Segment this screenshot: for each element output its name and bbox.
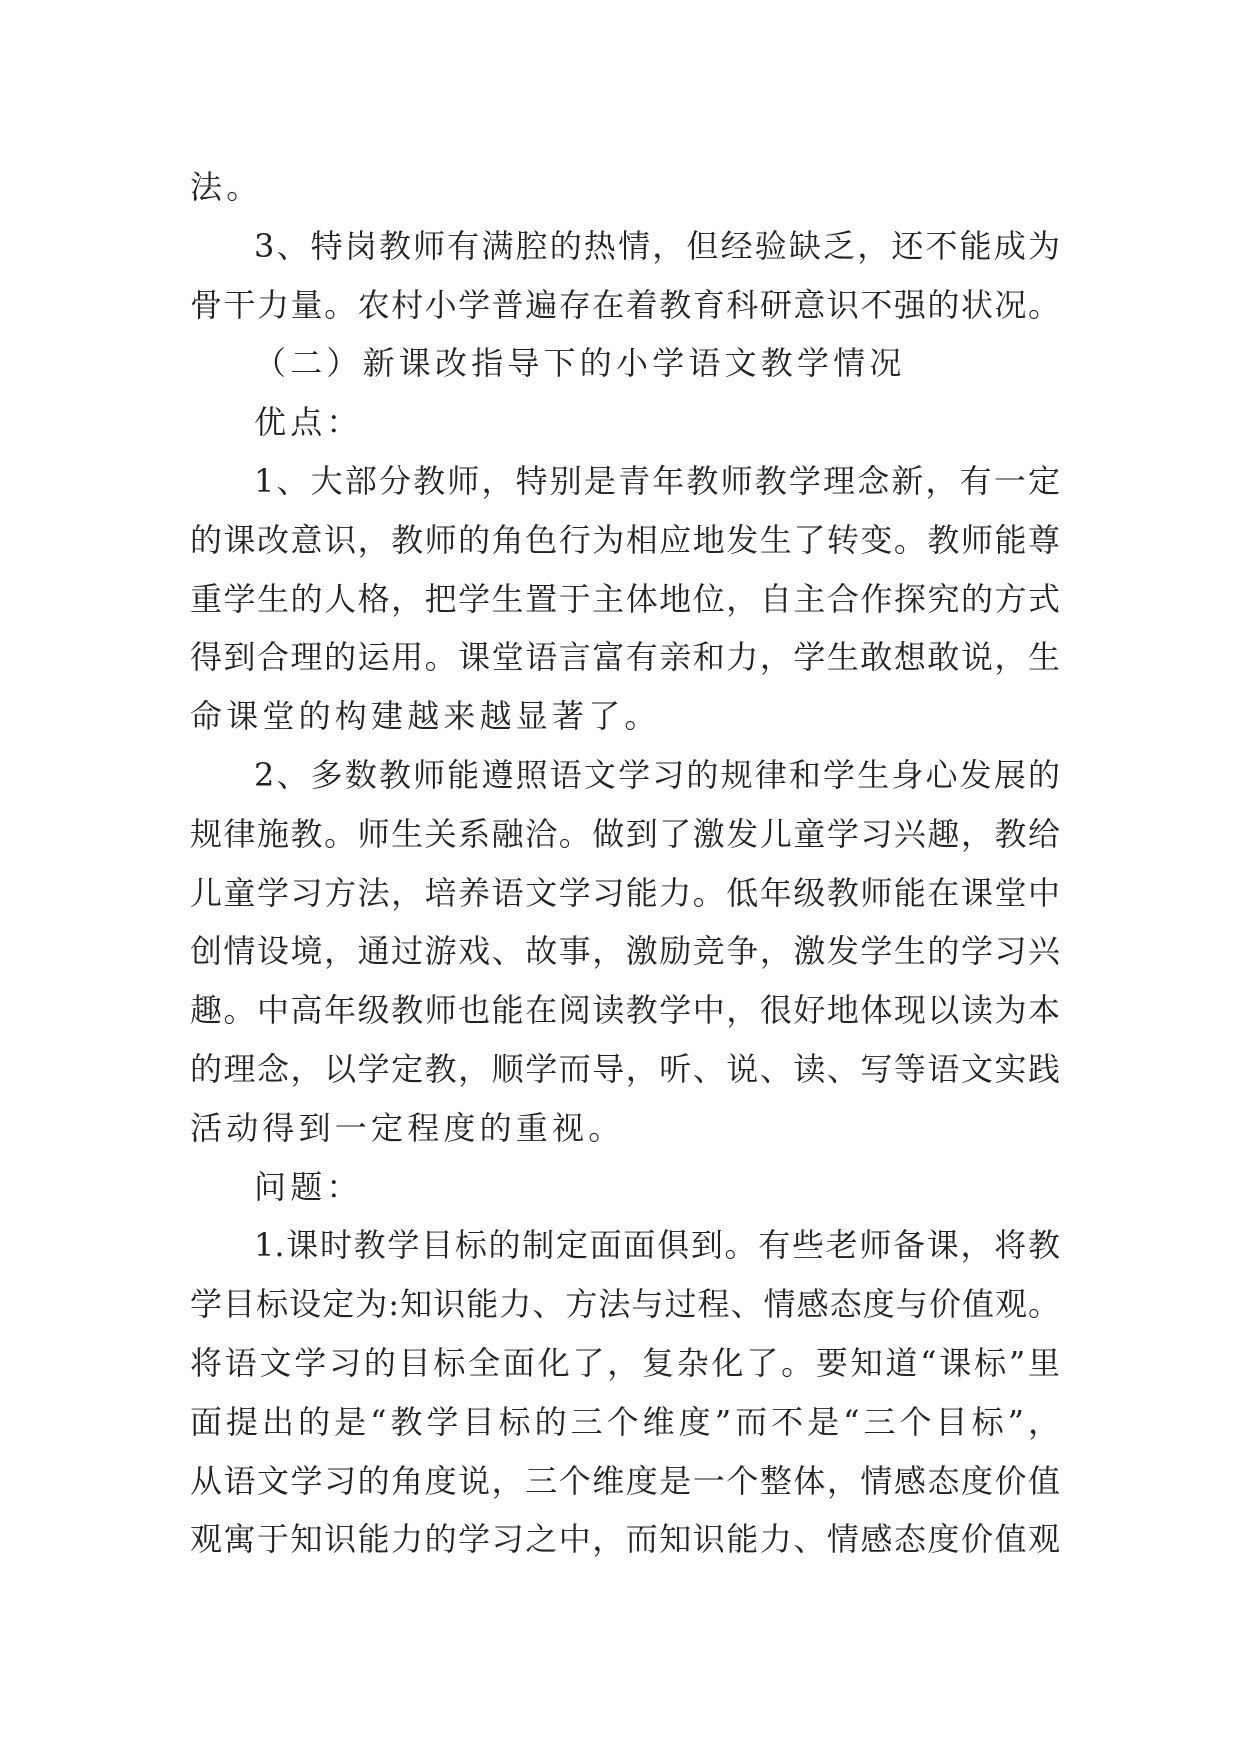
text-line: 趣。中高年级教师也能在阅读教学中，很好地体现以读为本 — [190, 991, 1060, 1030]
text-line: 的理念，以学定教，顺学而导，听、说、读、写等语文实践 — [190, 1049, 1060, 1088]
text-line: 优点： — [254, 403, 363, 442]
text-line: 1.课时教学目标的制定面面俱到。有些老师备课，将教 — [254, 1226, 1060, 1265]
text-line: 活动得到一定程度的重视。 — [190, 1108, 625, 1147]
text-line: 观寓于知识能力的学习之中，而知识能力、情感态度价值观 — [190, 1520, 1060, 1559]
text-line: 创情设境，通过游戏、故事，激励竞争，激发学生的学习兴 — [190, 932, 1060, 971]
text-line: 儿童学习方法，培养语文学习能力。低年级教师能在课堂中 — [190, 873, 1060, 912]
text-line: 的课改意识，教师的角色行为相应地发生了转变。教师能尊 — [190, 520, 1060, 559]
text-line: 面提出的是“教学目标的三个维度”而不是“三个目标”， — [190, 1402, 1060, 1441]
text-line: 得到合理的运用。课堂语言富有亲和力，学生敢想敢说，生 — [190, 638, 1060, 677]
text-line: 法。 — [190, 168, 263, 206]
text-line: （二）新课改指导下的小学语文教学情况 — [254, 344, 906, 383]
text-line: 问题： — [254, 1167, 363, 1206]
text-line: 命课堂的构建越来越显著了。 — [190, 697, 661, 736]
text-line: 3、特岗教师有满腔的热情，但经验缺乏，还不能成为 — [254, 226, 1060, 265]
text-line: 重学生的人格，把学生置于主体地位，自主合作探究的方式 — [190, 579, 1060, 618]
text-line: 将语文学习的目标全面化了，复杂化了。要知道“课标”里 — [190, 1343, 1060, 1382]
text-line: 1、大部分教师，特别是青年教师教学理念新，有一定 — [254, 461, 1060, 500]
text-line: 从语文学习的角度说，三个维度是一个整体，情感态度价值 — [190, 1461, 1060, 1500]
body-text — [190, 158, 1060, 1569]
text-line: 规律施教。师生关系融洽。做到了激发儿童学习兴趣，教给 — [190, 814, 1060, 853]
text-line: 2、多数教师能遵照语文学习的规律和学生身心发展的 — [254, 755, 1060, 794]
text-line: 骨干力量。农村小学普遍存在着教育科研意识不强的状况。 — [190, 285, 1060, 324]
text-line: 学目标设定为:知识能力、方法与过程、情感态度与价值观。 — [190, 1285, 1060, 1324]
